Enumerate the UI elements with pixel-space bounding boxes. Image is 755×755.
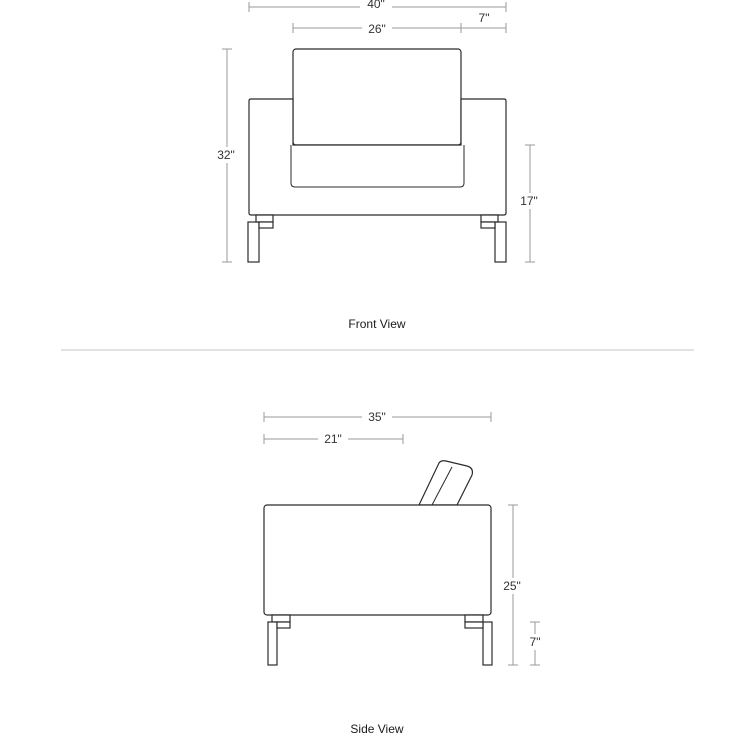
front-view-label: Front View: [348, 317, 406, 331]
dim-seat-depth-label: 21": [324, 432, 342, 446]
front-right-leg: [481, 215, 506, 262]
dim-seat-height: [516, 145, 544, 262]
side-front-leg: [268, 615, 290, 665]
dim-leg-height-label: 7": [529, 635, 541, 649]
dim-overall-height: [213, 49, 241, 262]
chair-side-drawing: [264, 461, 492, 665]
chair-front-drawing: [248, 49, 506, 262]
front-view: [213, 0, 544, 331]
dim-overall-width-label: 40": [367, 0, 385, 11]
dim-arm-height-label: 25": [503, 579, 521, 593]
dim-seat-depth: [264, 431, 403, 446]
dim-overall-depth-label: 35": [368, 410, 386, 424]
dim-back-width: [293, 20, 461, 36]
dim-back-width-label: 26": [368, 22, 386, 36]
side-back-leg: [465, 615, 492, 665]
dim-seat-height-label: 17": [520, 194, 538, 208]
side-back-cushion: [419, 461, 472, 505]
side-view-label: Side View: [350, 722, 404, 736]
front-back-cushion: [293, 49, 461, 145]
side-view: [264, 409, 547, 736]
front-left-leg: [248, 215, 273, 262]
dim-overall-width: [249, 0, 506, 12]
dim-arm-width-label: 7": [478, 11, 490, 25]
dim-arm-width: [461, 11, 506, 33]
dim-overall-depth: [264, 409, 491, 424]
dim-leg-height: [523, 622, 547, 665]
side-body: [264, 505, 491, 615]
dim-overall-height-label: 32": [217, 148, 235, 162]
dim-arm-height: [499, 505, 527, 665]
